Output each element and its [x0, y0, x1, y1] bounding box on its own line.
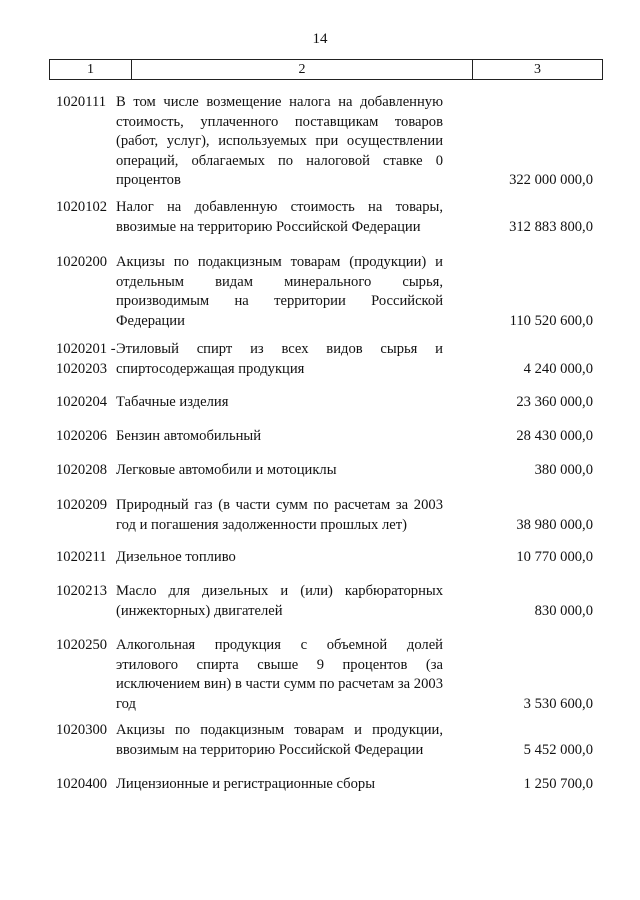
row-amount: 4 240 000,0 — [523, 360, 593, 377]
row-code: 1020250 — [56, 637, 108, 653]
row-code: 1020209 — [56, 497, 108, 513]
row-amount: 28 430 000,0 — [516, 428, 593, 444]
row-description: Масло для дизельных и (или) карбюраторных (инжекторных) двигателей — [116, 583, 443, 619]
row-code: 1020211 — [56, 549, 107, 565]
row-code: 1020102 — [56, 199, 108, 215]
row-code: 1020213 — [56, 583, 108, 599]
table-row — [56, 582, 593, 621]
table-row — [56, 253, 593, 331]
row-description: Лицензионные и регистрационные сборы — [116, 776, 376, 792]
row-code: 1020300 — [56, 722, 108, 738]
row-amount: 5 452 000,0 — [523, 741, 593, 758]
table-row — [56, 548, 593, 568]
column-header-1: 1 — [50, 60, 132, 79]
row-code: 1020111 — [56, 94, 106, 110]
table-row — [56, 427, 593, 447]
row-amount: 322 000 000,0 — [509, 172, 593, 189]
column-header-2: 2 — [132, 60, 473, 79]
table-row — [56, 775, 593, 795]
row-description: В том числе возмещение налога на добавленную стоимость, уплаченного поставщикам товаров (работ, услуг), используемых при осуществлении операций, облагаемых по налоговой ставке 0 процентов — [116, 94, 443, 189]
column-header-3: 3 — [534, 62, 541, 77]
row-description: Табачные изделия — [116, 394, 229, 410]
row-amount: 10 770 000,0 — [516, 549, 593, 565]
table-row — [56, 93, 593, 191]
row-code: 1020201 - 1020203 — [56, 341, 116, 377]
row-description: Налог на добавленную стоимость на товары, ввозимые на территорию Российской Федерации — [116, 199, 443, 235]
row-amount: 3 530 600,0 — [523, 695, 593, 712]
table-row — [56, 340, 593, 379]
table-row — [56, 198, 593, 237]
row-amount: 38 980 000,0 — [516, 516, 593, 533]
row-amount: 380 000,0 — [534, 462, 593, 478]
row-amount: 312 883 800,0 — [509, 218, 593, 235]
row-amount: 830 000,0 — [534, 602, 593, 619]
row-code: 1020206 — [56, 428, 108, 444]
table-row — [56, 496, 593, 535]
table-row — [56, 636, 593, 714]
row-code: 1020208 — [56, 462, 108, 478]
column-header-row — [49, 59, 603, 80]
row-description: Бензин автомобильный — [116, 428, 262, 444]
row-amount: 23 360 000,0 — [516, 394, 593, 410]
row-description: Акцизы по подакцизным товарам и продукции, ввозимым на территорию Российской Федерации — [116, 722, 443, 758]
row-description: Этиловый спирт из всех видов сырья и спиртосодержащая продукция — [116, 341, 443, 377]
row-description: Легковые автомобили и мотоциклы — [116, 462, 337, 478]
row-amount: 110 520 600,0 — [509, 312, 593, 329]
row-description: Акцизы по подакцизным товарам (продукции) и отдельным видам минерального сырья, производимым на территории Российской Федерации — [116, 254, 443, 329]
row-code: 1020400 — [56, 776, 108, 792]
row-code: 1020200 — [56, 254, 108, 270]
table-row — [56, 393, 593, 413]
row-amount: 1 250 700,0 — [523, 776, 593, 792]
table-row — [56, 721, 593, 760]
row-description: Дизельное топливо — [116, 549, 236, 565]
row-description: Алкогольная продукция с объемной долей этилового спирта свыше 9 процентов (за исключением вин) в части сумм по расчетам за 2003 год — [116, 637, 443, 712]
row-description: Природный газ (в части сумм по расчетам за 2003 год и погашения задолженности прошлых лет) — [116, 497, 443, 533]
table-row — [56, 461, 593, 481]
page-number: 14 — [312, 31, 328, 47]
row-code: 1020204 — [56, 394, 108, 410]
